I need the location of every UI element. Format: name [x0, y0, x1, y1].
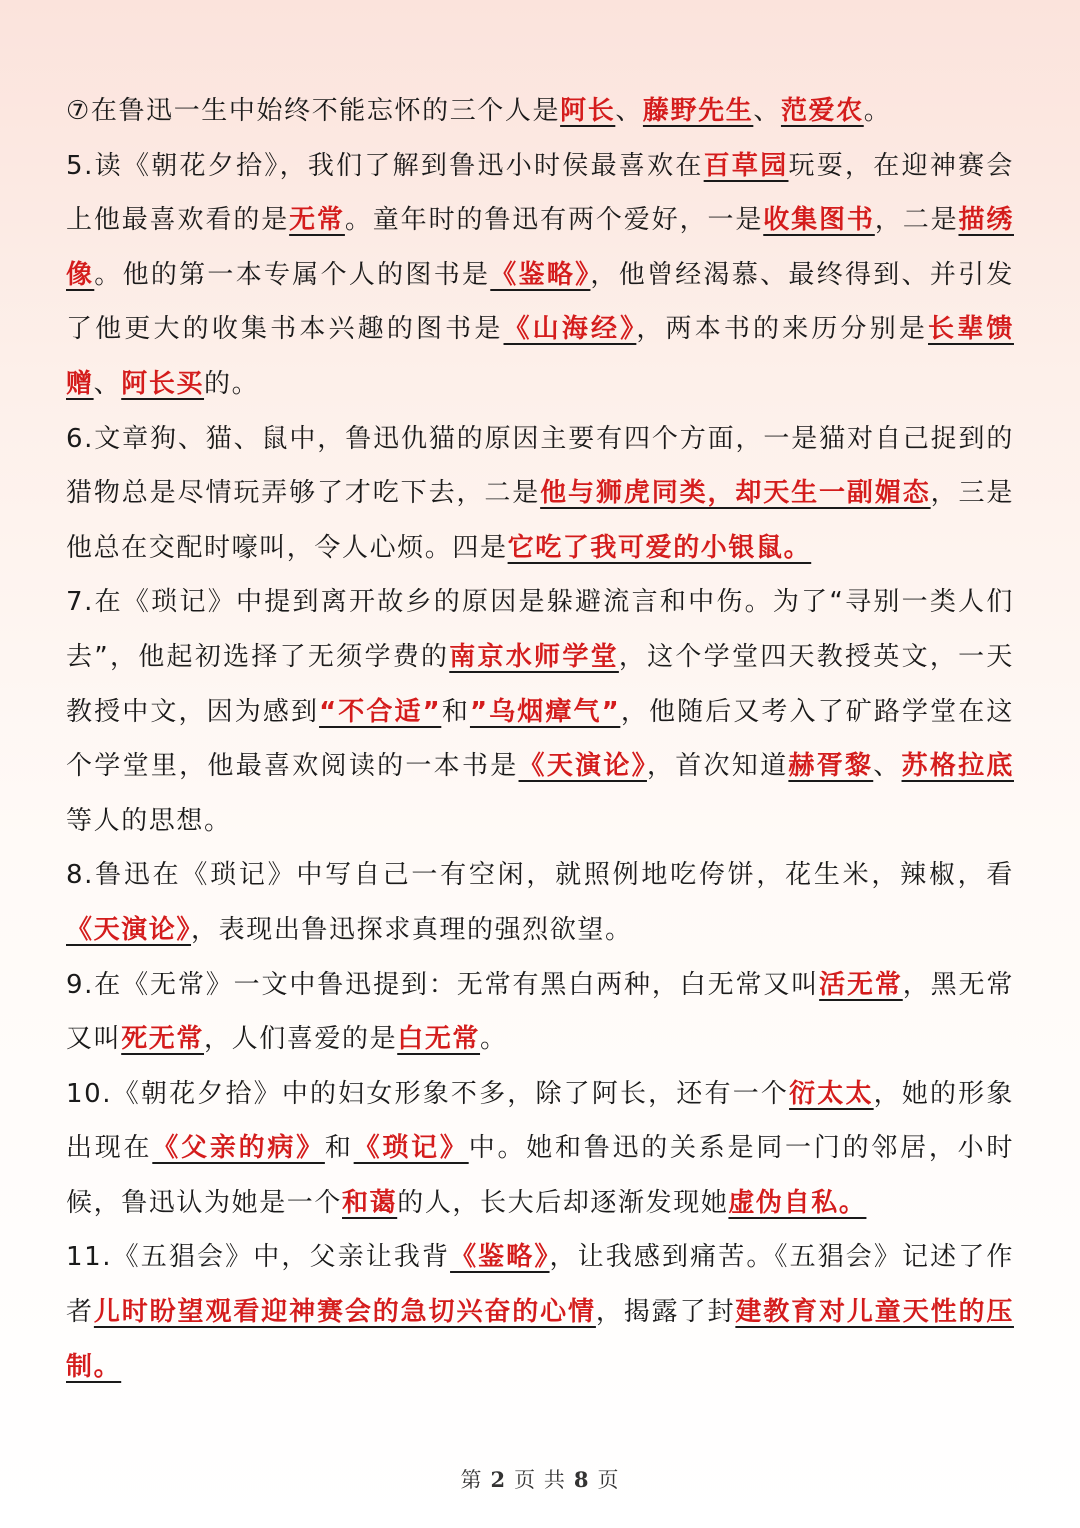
answer-text: 衍太太 [789, 1078, 874, 1109]
question-text: 和 [324, 1133, 354, 1164]
footer-prefix: 第 [460, 1468, 483, 1492]
answer-text: 百草园 [703, 150, 789, 181]
answer-text: 它吃了我可爱的小银鼠。 [507, 532, 812, 563]
question-paragraph [66, 1067, 1014, 1231]
answer-text: 《天演论》 [66, 914, 192, 945]
question-paragraph [66, 958, 1014, 1067]
answer-text: 范爱农 [780, 96, 864, 126]
question-text: ，二是 [874, 205, 959, 236]
page-footer [0, 1464, 1080, 1494]
current-page-number: 2 [490, 1467, 507, 1492]
answer-text: 活无常 [819, 969, 903, 1000]
question-text: ，三是他总在交配时嚎叫，令人心烦。四是 [66, 478, 1014, 563]
question-text: ，揭露了封 [595, 1297, 736, 1328]
answer-text: 《鉴略》 [450, 1242, 550, 1273]
answer-text: 阿长 [560, 96, 616, 126]
question-text: 。 [480, 1024, 508, 1055]
question-text: ，这个学堂四天教授英文，一天教授中文，因为感到 [66, 641, 1014, 727]
answer-text: 《天演论》 [518, 751, 647, 782]
question-text: ⑦在鲁迅一生中始终不能忘怀的三个人是 [66, 96, 561, 126]
question-paragraph [66, 1230, 1014, 1394]
question-text: 、 [615, 96, 643, 126]
question-text: ，人们喜爱的是 [204, 1024, 398, 1055]
question-text: ，两本书的来历分别是 [636, 314, 929, 345]
answer-text: 白无常 [397, 1024, 481, 1055]
question-paragraph [66, 139, 1014, 412]
question-text: 5.读《朝花夕拾》，我们了解到鲁迅小时侯最喜欢在 [66, 150, 704, 181]
question-text: 的。 [204, 368, 260, 399]
answer-text: 和蔼 [342, 1187, 398, 1218]
question-text: 。童年时的鲁迅有两个爱好，一是 [344, 205, 764, 236]
question-text: 、 [753, 96, 781, 126]
question-text: 的人，长大后却逐渐发现她 [397, 1187, 729, 1218]
question-text: 8.鲁迅在《琐记》中写自己一有空闲，就照例地吃侉饼，花生米，辣椒，看 [66, 860, 1014, 891]
answer-text: 虚伪自私。 [728, 1187, 867, 1218]
document-body [66, 84, 1014, 1394]
question-text: ，黑无常又叫 [66, 969, 1014, 1055]
footer-middle: 页 共 [514, 1468, 566, 1492]
answer-text: 《鉴略》 [490, 259, 591, 290]
answer-text: 《琐记》 [353, 1133, 469, 1164]
question-text: ，他随后又考入了矿路学堂在这个学堂里，他最喜欢阅读的一本书是 [66, 696, 1014, 782]
question-text: 中。她和鲁迅的关系是同一门的邻居，小时候，鲁迅认为她是一个 [66, 1133, 1014, 1218]
footer-suffix: 页 [597, 1468, 620, 1492]
answer-text: 《父亲的病》 [152, 1133, 325, 1164]
answer-text: 死无常 [121, 1024, 205, 1055]
question-text: ，她的形象出现在 [66, 1078, 1014, 1164]
answer-text: 藤野先生 [642, 96, 754, 126]
answer-text: 收集图书 [763, 205, 875, 236]
question-text: ，首次知道 [646, 751, 789, 782]
question-text: 6.文章狗、猫、鼠中，鲁迅仇猫的原因主要有四个方面，一是猫对自己捉到的猎物总是尽情玩弄够了才吃下去，二是 [66, 423, 1014, 509]
question-text: 。他的第一本专属个人的图书是 [94, 259, 491, 290]
question-paragraph [66, 84, 1014, 139]
question-text: 、 [873, 751, 902, 782]
question-text: 10.《朝花夕拾》中的妇女形象不多，除了阿长，还有一个 [66, 1078, 790, 1109]
question-text: 、 [93, 368, 122, 399]
question-text: ，他曾经渴慕、最终得到、并引发了他更大的收集书本兴趣的图书是 [66, 259, 1014, 345]
question-text: ，表现出鲁迅探求真理的强烈欲望。 [191, 914, 633, 945]
answer-text: 儿时盼望观看迎神赛会的急切兴奋的心情 [93, 1297, 596, 1328]
question-text: 9.在《无常》一文中鲁迅提到：无常有黑白两种，白无常又叫 [66, 969, 820, 1000]
question-paragraph [66, 412, 1014, 576]
answer-text: 阿长买 [121, 368, 205, 399]
question-paragraph [66, 575, 1014, 848]
answer-text: “不合适” [319, 696, 442, 727]
answer-text: ”乌烟瘴气” [469, 696, 621, 727]
question-text: 等人的思想。 [66, 805, 232, 836]
question-text: 11.《五猖会》中，父亲让我背 [66, 1242, 451, 1273]
answer-text: 描绣像 [66, 205, 1014, 290]
question-text: ，让我感到痛苦。《五猖会》记述了作者 [66, 1242, 1014, 1328]
answer-text: 赫胥黎 [788, 751, 874, 782]
answer-text: 南京水师学堂 [449, 641, 619, 672]
question-text: 玩耍，在迎神赛会上他最喜欢看的是 [66, 150, 1014, 236]
answer-text: 苏格拉底 [901, 751, 1014, 782]
total-page-number: 8 [573, 1467, 590, 1492]
question-text: 7.在《琐记》中提到离开故乡的原因是躲避流言和中伤。为了“寻别一类人们去”，他起初选择了无须学费的 [66, 587, 1014, 672]
question-paragraph [66, 848, 1014, 957]
answer-text: 无常 [289, 205, 345, 236]
answer-text: 长辈馈赠 [66, 314, 1014, 399]
question-text: 和 [441, 696, 470, 727]
answer-text: 他与狮虎同类，却天生一副媚态 [540, 478, 931, 509]
question-text: 。 [863, 96, 892, 126]
answer-text: 《山海经》 [503, 314, 637, 345]
answer-text: 建教育对儿童天性的压制。 [66, 1297, 1014, 1382]
